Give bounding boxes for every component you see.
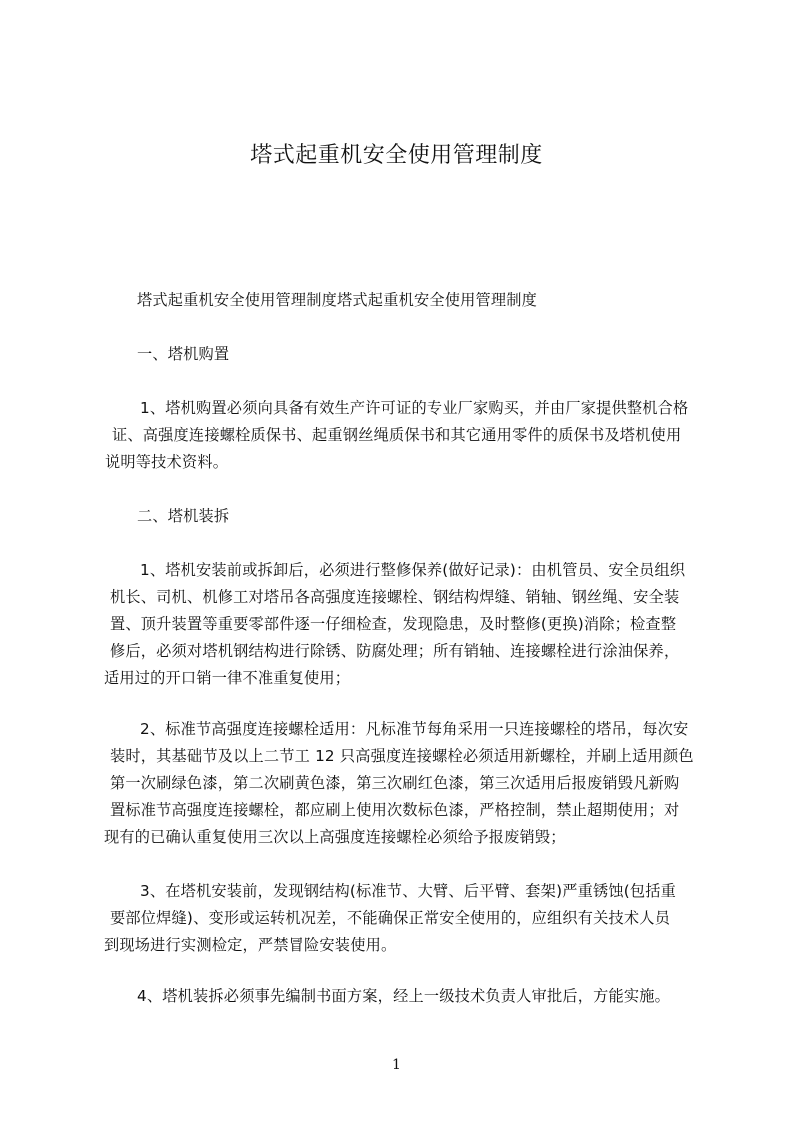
paragraph-line: 说明等技术资料。	[105, 453, 229, 471]
paragraph-line: 2、标准节高强度连接螺栓适用：凡标准节每角采用一只连接螺栓的塔吊，每次安	[140, 720, 689, 738]
paragraph-line: 3、在塔机安装前，发现钢结构(标准节、大臂、后平臂、套架)严重锈蚀(包括重	[140, 882, 677, 900]
paragraph-line: 1、塔机购置必须向具备有效生产许可证的专业厂家购买，并由厂家提供整机合格	[140, 399, 689, 417]
paragraph-line: 要部位焊缝)、变形或运转机况差，不能确保正常安全使用的，应组织有关技术人员	[110, 909, 671, 927]
paragraph-line: 修后，必须对塔机钢结构进行除锈、防腐处理；所有销轴、连接螺栓进行涂油保养，	[110, 642, 680, 660]
page-number: 1	[392, 1057, 401, 1073]
paragraph-line: 置标准节高强度连接螺栓，都应刷上使用次数标色漆，严格控制，禁止超期使用；对	[110, 801, 680, 819]
paragraph-line: 现有的已确认重复使用三次以上高强度连接螺栓必须给予报废销毁；	[104, 828, 566, 846]
section-heading: 二、塔机装拆	[137, 507, 230, 525]
paragraph-line: 置、顶升装置等重要零部件逐一仔细检查，发现隐患，及时整修(更换)消除；检查整	[110, 615, 677, 633]
section-heading: 一、塔机购置	[137, 345, 230, 363]
paragraph-line: 证、高强度连接螺栓质保书、起重钢丝绳质保书和其它通用零件的质保书及塔机使用	[112, 426, 682, 444]
paragraph-line: 到现场进行实测检定，严禁冒险安装使用。	[104, 936, 397, 954]
paragraph-line: 适用过的开口销一律不准重复使用；	[104, 669, 351, 687]
document-title: 塔式起重机安全使用管理制度	[250, 143, 543, 168]
paragraph-line: 装时，其基础节及以上二节工 12 只高强度连接螺栓必须适用新螺栓，并刷上适用颜色	[110, 747, 694, 765]
paragraph-line: 机长、司机、机修工对塔吊各高强度连接螺栓、钢结构焊缝、销轴、钢丝绳、安全装	[110, 588, 680, 606]
intro-line: 塔式起重机安全使用管理制度塔式起重机安全使用管理制度	[137, 291, 538, 309]
paragraph-line: 第一次刷绿色漆，第二次刷黄色漆，第三次刷红色漆，第三次适用后报废销毁凡新购	[110, 774, 680, 792]
paragraph-line: 1、塔机安装前或拆卸后，必须进行整修保养(做好记录)：由机管员、安全员组织	[140, 561, 686, 579]
paragraph-line: 4、塔机装拆必须事先编制书面方案，经上一级技术负责人审批后，方能实施。	[137, 987, 671, 1005]
